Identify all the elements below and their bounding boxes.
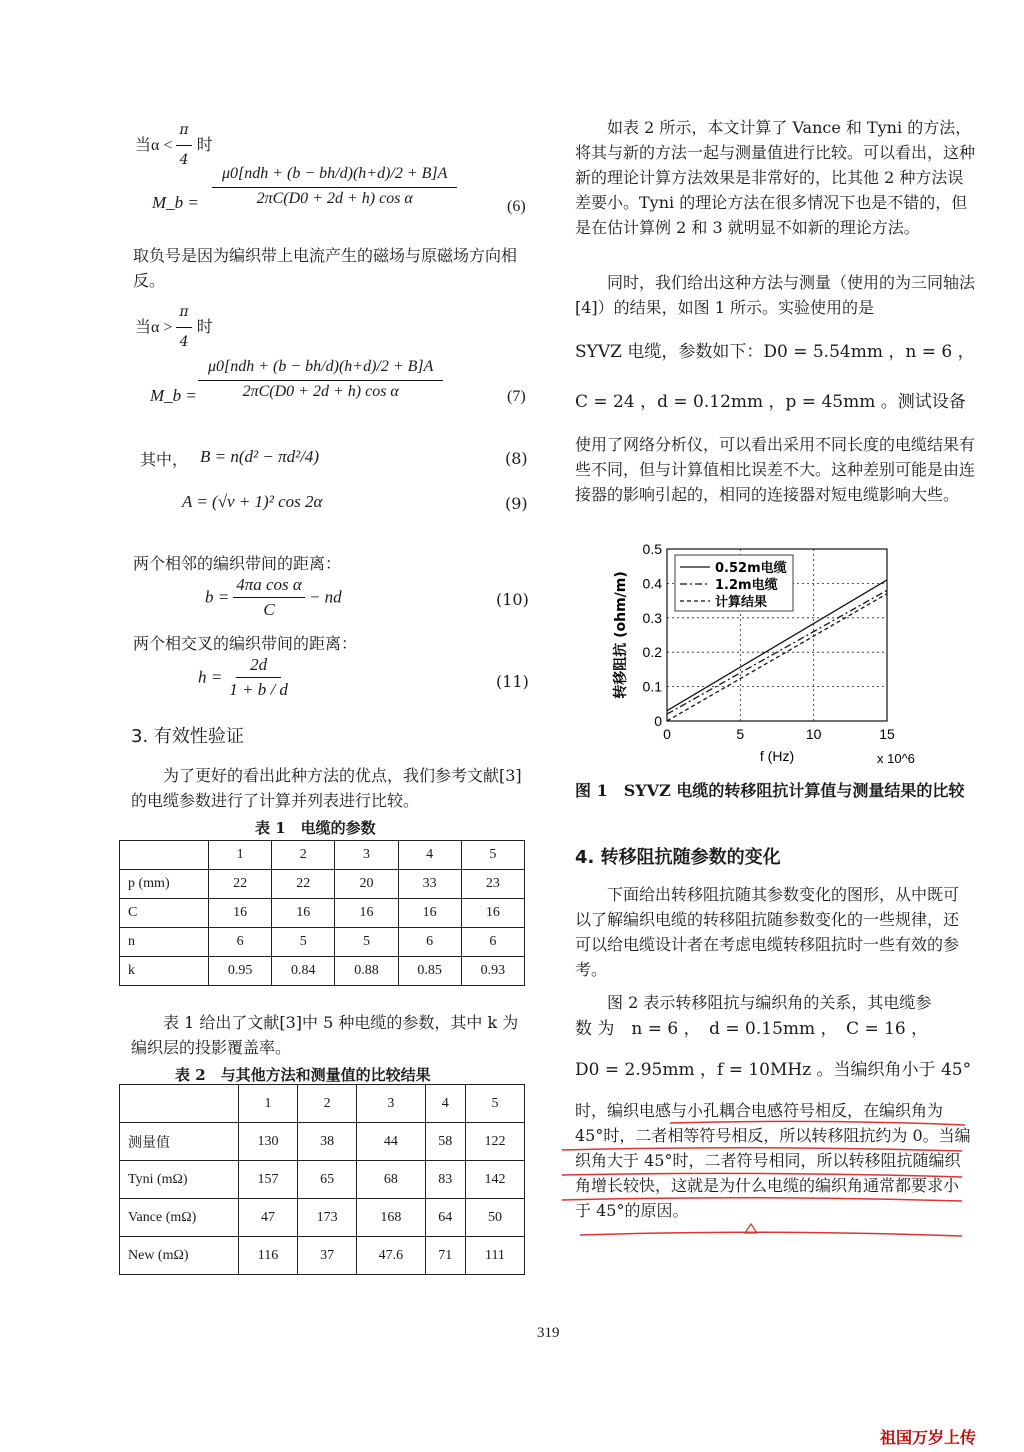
adjacent-distance-label: 两个相邻的编织带间的距离： [133, 554, 342, 573]
y-axis-label: 转移阻抗 (ohm/m) [613, 571, 629, 699]
table-cell: n [120, 928, 209, 957]
table-cell: 16 [209, 899, 272, 928]
table-cell [120, 1085, 239, 1123]
figure-1-caption: 图 1 SYVZ 电缆的转移阻抗计算值与测量结果的比较 [575, 781, 965, 800]
table-cell: 111 [465, 1237, 524, 1275]
table-cell: 22 [209, 870, 272, 899]
y-tick-label: 0.2 [642, 644, 662, 661]
legend-label: 1.2m电缆 [715, 578, 778, 593]
table-cell: Tyni (mΩ) [120, 1161, 239, 1199]
table-cell: 3 [335, 841, 398, 870]
table-header-row [120, 1085, 525, 1123]
table-cell: 2 [298, 1085, 357, 1123]
table-cell: 50 [465, 1199, 524, 1237]
x-tick-label: 10 [805, 726, 822, 742]
table-cell: 65 [298, 1161, 357, 1199]
equation-8-number: (8) [505, 449, 528, 468]
table-cell: 23 [461, 870, 524, 899]
legend-label: 0.52m电缆 [715, 561, 787, 576]
table-cell: 44 [357, 1123, 425, 1161]
table-cell: 测量值 [120, 1123, 239, 1161]
table-cell: 47 [239, 1199, 298, 1237]
right-paragraph-2c: C = 24 ，d = 0.12mm ，p = 45mm 。测试设备 [575, 392, 966, 412]
x-axis-label: f (Hz) [759, 748, 795, 764]
table-cell: 0.95 [209, 957, 272, 986]
table-cell: C [120, 899, 209, 928]
table-2 [119, 1084, 525, 1275]
table-cell: 68 [357, 1161, 425, 1199]
table-cell: 0.84 [272, 957, 335, 986]
right-paragraph-4c: D0 = 2.95mm ，f = 10MHz 。当编织角小于 45° [575, 1060, 972, 1080]
handwritten-underlines [560, 1115, 980, 1245]
table-cell: 130 [239, 1123, 298, 1161]
table-cell: 6 [398, 928, 461, 957]
x-axis-multiplier: x 10^6 [877, 751, 915, 766]
table-cell: 6 [209, 928, 272, 957]
table-cell: 116 [239, 1237, 298, 1275]
table-row [120, 957, 525, 986]
table-row [120, 870, 525, 899]
table-cell: 37 [298, 1237, 357, 1275]
table-cell: 16 [272, 899, 335, 928]
figure-1-chart [605, 537, 925, 777]
table-cell: 4 [425, 1085, 465, 1123]
table-cell: 58 [425, 1123, 465, 1161]
table-row [120, 1237, 525, 1275]
sign-note: 取负号是因为编织带上电流产生的磁场与原磁场方向相反。 [133, 246, 518, 290]
table-cell: 3 [357, 1085, 425, 1123]
table-cell: 1 [209, 841, 272, 870]
table-cell: 0.88 [335, 957, 398, 986]
table-cell: 0.85 [398, 957, 461, 986]
table-cell: 0.93 [461, 957, 524, 986]
right-paragraph-2b: SYVZ 电缆，参数如下：D0 = 5.54mm ，n = 6 ， [575, 342, 975, 362]
table-row [120, 928, 525, 957]
table-row [120, 1199, 525, 1237]
table-cell: New (mΩ) [120, 1237, 239, 1275]
section-3-heading: 3. 有效性验证 [131, 726, 244, 747]
section-4-heading: 4. 转移阻抗随参数的变化 [575, 847, 781, 868]
equation-10: b = $\frac{\text{4πa cos α}}{C}$ − nd [205, 575, 342, 619]
right-paragraph-4d: 时，编织电感与小孔耦合电感符号相反，在编织角为 45°时，二者相等符号相反，所以转移阻抗约为 0。当编织角大于 45°时，二者符号相同，所以转移阻抗随编织角增长较快，这就是为什么电缆的编织角通常都要求小于 45°的原因。 [575, 1101, 971, 1220]
table-1-note: 表 1 给出了文献[3]中 5 种电缆的参数，其中 k 为编织层的投影覆盖率。 [131, 1013, 519, 1057]
table-row [120, 899, 525, 928]
table-cell: 5 [335, 928, 398, 957]
right-paragraph-2d: 使用了网络分析仪，可以看出采用不同长度的电缆结果有些不同，但与计算值相比误差不大。这种差别可能是由连接器的影响引起的，相同的连接器对短电缆影响大些。 [575, 435, 976, 504]
table-cell: 2 [272, 841, 335, 870]
table-cell: 1 [239, 1085, 298, 1123]
x-tick-label: 5 [736, 726, 745, 742]
condition-alpha-lt: 当α < $\frac{\pi}{4}$ 时 [135, 118, 213, 173]
x-tick-label: 15 [879, 726, 895, 742]
table-cell: 6 [461, 928, 524, 957]
y-tick-label: 0.5 [642, 541, 662, 557]
equation-11: h = $\frac{2d}{1 + b / d}$ [198, 655, 288, 699]
equation-9-number: (9) [505, 494, 528, 513]
legend-label: 计算结果 [715, 595, 768, 610]
table-cell: 64 [425, 1199, 465, 1237]
table-cell: p (mm) [120, 870, 209, 899]
page-number: 319 [537, 1325, 560, 1341]
where-label: 其中， [140, 450, 189, 469]
table-cell: k [120, 957, 209, 986]
watermark: 祖国万岁上传 [880, 1428, 977, 1447]
table-cell: 16 [335, 899, 398, 928]
y-tick-label: 0 [654, 713, 662, 729]
table-cell: 16 [398, 899, 461, 928]
right-paragraph-4a: 图 2 表示转移阻抗与编织角的关系，其电缆参 [607, 993, 932, 1012]
x-tick-label: 0 [663, 726, 671, 742]
section-3-paragraph: 为了更好的看出此种方法的优点，我们参考文献[3]的电缆参数进行了计算并列表进行比较。 [131, 766, 522, 810]
table-cell [120, 841, 209, 870]
equation-10-number: (10) [496, 590, 529, 609]
y-tick-label: 0.4 [642, 575, 662, 592]
table-cell: 33 [398, 870, 461, 899]
table-cell: 16 [461, 899, 524, 928]
table-1-caption: 表 1 电缆的参数 [255, 819, 376, 837]
table-cell: 168 [357, 1199, 425, 1237]
right-paragraph-1: 如表 2 所示，本文计算了 Vance 和 Tyni 的方法，将其与新的方法一起与测量值进行比较。可以看出，这种新的理论计算方法效果是非常好的，比其他 2 种方法误差要小。Tyni 的理论方法在很多情况下也是不错的，但是在估计算例 2 和 3 就明显不如新的理论方法。 [575, 118, 976, 237]
y-tick-label: 0.1 [642, 678, 662, 695]
crossing-distance-label: 两个相交叉的编织带间的距离： [133, 634, 358, 653]
equation-9: A = (√v + 1)² cos 2α [182, 492, 323, 511]
table-cell: 173 [298, 1199, 357, 1237]
table-header-row [120, 841, 525, 870]
table-cell: 122 [465, 1123, 524, 1161]
equation-8: B = n(d² − πd²/4) [200, 447, 320, 466]
table-cell: 83 [425, 1161, 465, 1199]
table-cell: 47.6 [357, 1237, 425, 1275]
table-cell: 22 [272, 870, 335, 899]
table-cell: 71 [425, 1237, 465, 1275]
equation-11-number: (11) [496, 672, 529, 691]
table-cell: 20 [335, 870, 398, 899]
condition-alpha-gt: 当α > $\frac{\pi}{4}$ 时 [135, 300, 213, 355]
right-paragraph-4b: 数 为 n = 6 ， d = 0.15mm ， C = 16 ， [575, 1019, 929, 1039]
y-tick-label: 0.3 [642, 609, 662, 626]
table-1 [119, 840, 525, 986]
table-cell: 4 [398, 841, 461, 870]
table-cell: Vance (mΩ) [120, 1199, 239, 1237]
table-cell: 5 [465, 1085, 524, 1123]
table-row [120, 1123, 525, 1161]
right-paragraph-2a: 同时，我们给出这种方法与测量（使用的为三同轴法[4]）的结果，如图 1 所示。实验使用的是 [575, 273, 976, 317]
table-row [120, 1161, 525, 1199]
table-cell: 5 [272, 928, 335, 957]
section-4-paragraph: 下面给出转移阻抗随其参数变化的图形，从中既可以了解编织电缆的转移阻抗随参数变化的一些规律，还可以给电缆设计者在考虑电缆转移阻抗时一些有效的参考。 [575, 885, 960, 979]
table-cell: 5 [461, 841, 524, 870]
table-cell: 142 [465, 1161, 524, 1199]
table-cell: 157 [239, 1161, 298, 1199]
table-cell: 38 [298, 1123, 357, 1161]
table-2-caption: 表 2 与其他方法和测量值的比较结果 [175, 1066, 431, 1084]
